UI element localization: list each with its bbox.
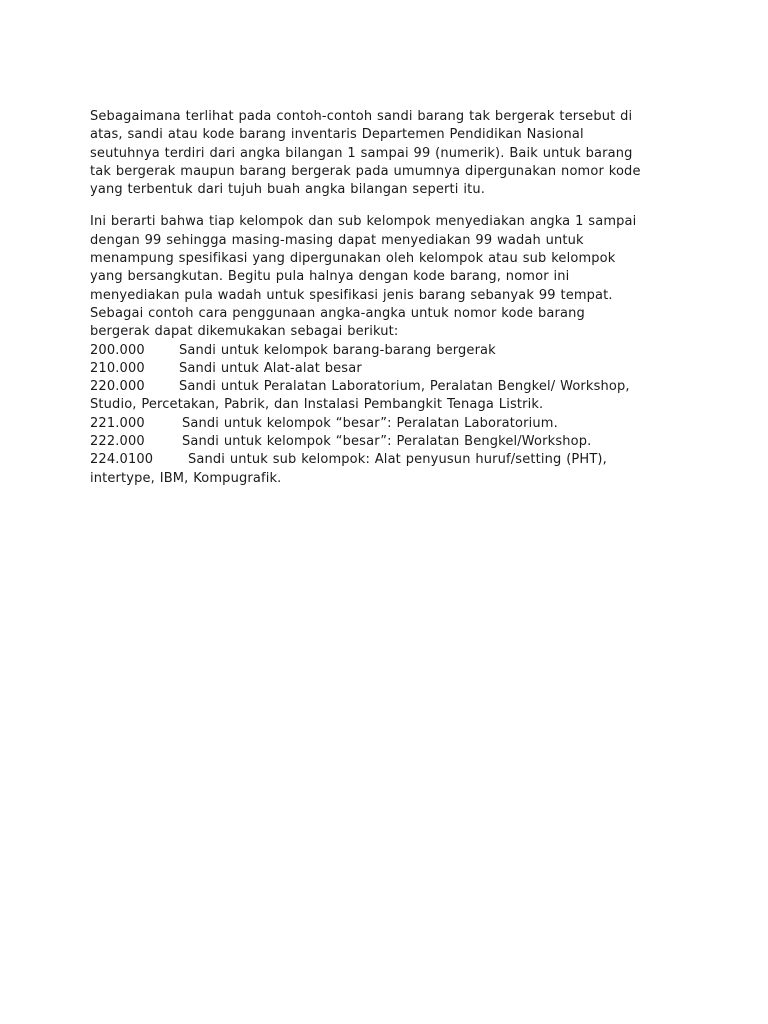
text-line: seutuhnya terdiri dari angka bilangan 1 sampai 99 (numerik). Baik untuk barang (90, 145, 633, 161)
code-number: 221.000 (90, 415, 145, 431)
text-line: dengan 99 sehingga masing-masing dapat menyediakan 99 wadah untuk (90, 232, 584, 248)
text-line: Sebagaimana terlihat pada contoh-contoh sandi barang tak bergerak tersebut di (90, 109, 633, 124)
text-line: bergerak dapat dikemukakan sebagai berikut: (90, 324, 399, 340)
code-number: 210.000 (90, 360, 145, 376)
code-description: Sandi untuk sub kelompok: Alat penyusun huruf/setting (PHT), (188, 452, 607, 468)
code-number: 222.000 (90, 434, 145, 450)
code-description: Sandi untuk kelompok barang-barang bergerak (179, 342, 496, 358)
code-entry (90, 360, 680, 378)
text-line: yang terbentuk dari tujuh buah angka bilangan seperti itu. (90, 182, 486, 198)
text-line: menyediakan pula wadah untuk spesifikasi jenis barang sebanyak 99 tempat. (90, 287, 613, 303)
code-description: Sandi untuk kelompok “besar”: Peralatan Bengkel/Workshop. (182, 434, 592, 450)
text-line: Sebagai contoh cara penggunaan angka-angka untuk nomor kode barang (90, 305, 585, 321)
text-line: yang bersangkutan. Begitu pula halnya dengan kode barang, nomor ini (90, 269, 570, 285)
paragraph-1 (90, 108, 680, 199)
code-number: 200.000 (90, 342, 145, 358)
document-page (90, 108, 680, 488)
text-line: menampung spesifikasi yang dipergunakan oleh kelompok atau sub kelompok (90, 251, 616, 267)
paragraph-2 (90, 213, 680, 487)
code-description-continuation: intertype, IBM, Kompugrafik. (90, 470, 282, 486)
code-entry (90, 378, 680, 396)
code-description-continuation: Studio, Percetakan, Pabrik, dan Instalasi Pembangkit Tenaga Listrik. (90, 397, 544, 413)
code-description: Sandi untuk Peralatan Laboratorium, Peralatan Bengkel/ Workshop, (179, 379, 630, 395)
text-line: tak bergerak maupun barang bergerak pada umumnya dipergunakan nomor kode (90, 163, 641, 179)
code-description: Sandi untuk Alat-alat besar (179, 360, 362, 376)
code-description: Sandi untuk kelompok “besar”: Peralatan Laboratorium. (182, 415, 558, 431)
code-entry (90, 415, 680, 433)
code-number: 224.0100 (90, 452, 154, 468)
text-line: Ini berarti bahwa tiap kelompok dan sub kelompok menyediakan angka 1 sampai (90, 214, 637, 230)
code-entry (90, 433, 680, 451)
code-entry (90, 451, 680, 469)
text-line: atas, sandi atau kode barang inventaris Departemen Pendidikan Nasional (90, 127, 584, 143)
code-entry (90, 342, 680, 360)
code-number: 220.000 (90, 379, 145, 395)
